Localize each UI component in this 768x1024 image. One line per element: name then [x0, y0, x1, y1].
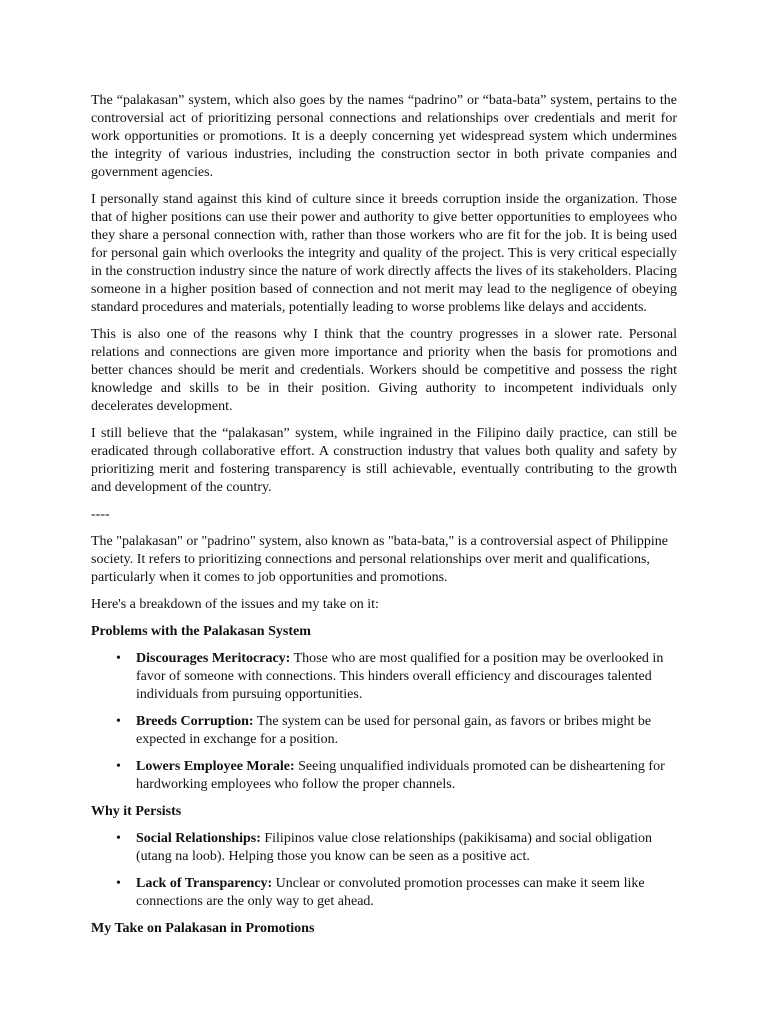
list-item-term: Lowers Employee Morale: [136, 759, 295, 774]
bullet-icon: • [116, 831, 121, 846]
intro-paragraph-2: I personally stand against this kind of culture since it breeds corruption inside the organization. Those that of higher positions can use their power and authority to give better opportunities to employees who they share a personal connection with, rather than those workers who are fit for the job. It is being used for personal gain which overlooks the integrity and quality of the project. This is very critical especially in the construction industry since the nature of work directly affects the lives of its stakeholders. Placing someone in a higher position based of connection and not merit may lead to the negligence of obeying standard procedures and materials, potentially leading to worse problems like delays and accidents. [91, 192, 677, 315]
section-separator: ---- [91, 507, 110, 522]
intro-paragraph-3: This is also one of the reasons why I think that the country progresses in a slower rate. Personal relations and connections are given more importance and priority when the basis for promotions and better chances should be merit and credentials. Workers should be competitive and possess the right knowledge and skills to be in their position. Giving authority to incompetent individuals only decelerates development. [91, 327, 677, 414]
list-item-text: Filipinos value close relationships (pakikisama) and social obligation (utang na loob). Helping those you know can be seen as a positive act. [136, 831, 653, 864]
second-intro-paragraph: The "palakasan" or "padrino" system, also known as "bata-bata," is a controversial aspect of Philippine society. It refers to prioritizing connections and personal relationships over merit and qualifications, particularly when it comes to job opportunities and promotions. [91, 534, 669, 585]
list-item [91, 650, 677, 704]
section-heading-my-take: My Take on Palakasan in Promotions [91, 921, 315, 936]
list-item-term: Discourages Meritocracy: [136, 651, 291, 666]
list-item-term: Social Relationships: [136, 831, 261, 846]
list-item [91, 713, 677, 749]
list-item-text: The system can be used for personal gain, as favors or bribes might be expected in exchange for a position. [136, 714, 652, 747]
list-item-text: Those who are most qualified for a position may be overlooked in favor of someone with connections. This hinders overall efficiency and discourages talented individuals from pursuing opportunities. [136, 651, 664, 702]
bullet-icon: • [116, 651, 121, 666]
list-item [91, 758, 677, 794]
bullet-icon: • [116, 714, 121, 729]
list-item [91, 875, 677, 911]
document-page [91, 92, 677, 947]
section-heading-problems: Problems with the Palakasan System [91, 624, 311, 639]
persists-list [91, 830, 677, 911]
list-item-term: Lack of Transparency: [136, 876, 273, 891]
bullet-icon: • [116, 759, 121, 774]
section-heading-why-it-persists: Why it Persists [91, 804, 182, 819]
problems-list [91, 650, 677, 794]
intro-paragraph-4: I still believe that the “palakasan” system, while ingrained in the Filipino daily practice, can still be eradicated through collaborative effort. A construction industry that values both quality and safety by prioritizing merit and fostering transparency is still achievable, eventually contributing to the growth and development of the country. [91, 426, 677, 495]
bullet-icon: • [116, 876, 121, 891]
list-item [91, 830, 677, 866]
list-item-term: Breeds Corruption: [136, 714, 254, 729]
breakdown-line: Here's a breakdown of the issues and my take on it: [91, 597, 379, 612]
list-item-text: Seeing unqualified individuals promoted can be disheartening for hardworking employees who follow the proper channels. [136, 759, 665, 792]
list-item-text: Unclear or convoluted promotion processes can make it seem like connections are the only way to get ahead. [136, 876, 645, 909]
intro-paragraph-1: The “palakasan” system, which also goes by the names “padrino” or “bata-bata” system, pertains to the controversial act of prioritizing personal connections and relationships over credentials and merit for work opportunities or promotions. It is a deeply concerning yet widespread system which undermines the integrity of various industries, including the construction sector in both private companies and government agencies. [91, 93, 677, 180]
